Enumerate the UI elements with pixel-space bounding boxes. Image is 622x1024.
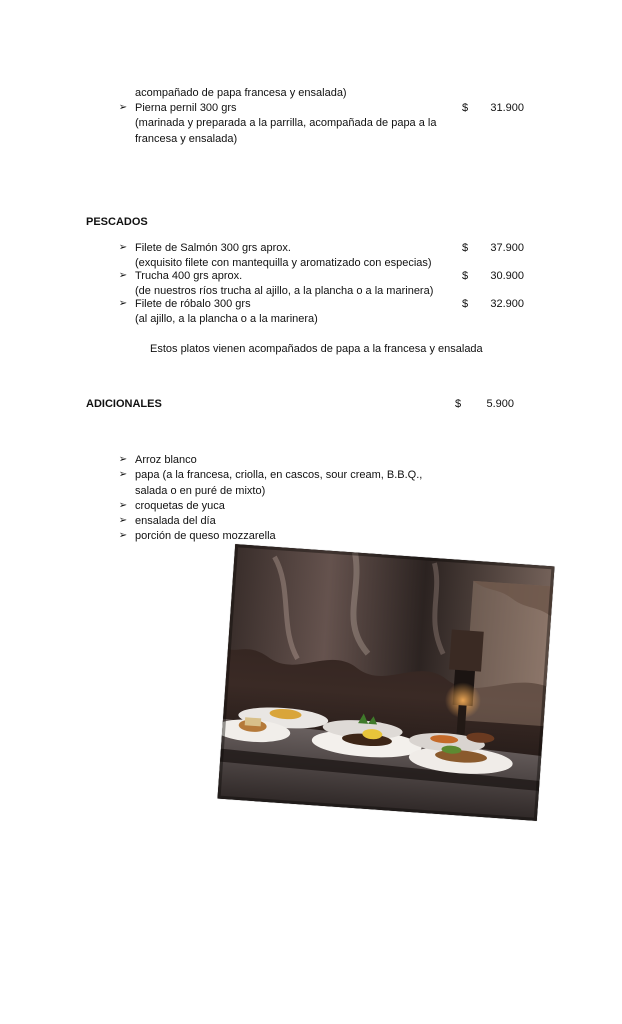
carryover-description: acompañado de papa francesa y ensalada)	[135, 87, 347, 99]
menu-item-name: Filete de róbalo 300 grs	[135, 298, 251, 310]
menu-item-name: Pierna pernil 300 grs	[135, 102, 237, 114]
currency-symbol: $	[462, 298, 469, 310]
arrowhead-bullet-icon: ➢	[118, 530, 128, 541]
list-item: croquetas de yuca	[135, 500, 225, 512]
currency-symbol: $	[462, 242, 469, 254]
arrowhead-bullet-icon: ➢	[118, 242, 128, 253]
menu-item-description: (al ajillo, a la plancha o a la marinera)	[135, 313, 318, 325]
list-item: Arroz blanco	[135, 454, 197, 466]
menu-item-price: 30.900	[490, 270, 524, 282]
list-item: porción de queso mozzarella	[135, 530, 276, 542]
arrowhead-bullet-icon: ➢	[118, 454, 128, 465]
arrowhead-bullet-icon: ➢	[118, 270, 128, 281]
section-heading-pescados: PESCADOS	[86, 216, 148, 228]
section-note: Estos platos vienen acompañados de papa a la francesa y ensalada	[150, 343, 483, 355]
menu-item-name: Filete de Salmón 300 grs aprox.	[135, 242, 291, 254]
section-heading-adicionales: ADICIONALES	[86, 398, 162, 410]
menu-item-price: 32.900	[490, 298, 524, 310]
menu-item-description: (exquisito filete con mantequilla y aromatizado con especias)	[135, 257, 432, 269]
menu-item-description: (de nuestros ríos trucha al ajillo, a la plancha o a la marinera)	[135, 285, 434, 297]
section-price: 5.900	[486, 398, 514, 410]
currency-symbol: $	[455, 398, 462, 410]
arrowhead-bullet-icon: ➢	[118, 500, 128, 511]
list-item: ensalada del día	[135, 515, 216, 527]
currency-symbol: $	[462, 270, 469, 282]
arrowhead-bullet-icon: ➢	[118, 298, 128, 309]
currency-symbol: $	[462, 102, 469, 114]
menu-item-price: 37.900	[490, 242, 524, 254]
menu-item-description: francesa y ensalada)	[135, 133, 238, 145]
list-item: papa (a la francesa, criolla, en cascos, sour cream, B.B.Q.,	[135, 469, 423, 481]
arrowhead-bullet-icon: ➢	[118, 102, 128, 113]
restaurant-dishes-photo	[217, 544, 554, 821]
menu-item-name: Trucha 400 grs aprox.	[135, 270, 243, 282]
arrowhead-bullet-icon: ➢	[118, 515, 128, 526]
list-item-continued: salada o en puré de mixto)	[135, 485, 266, 497]
arrowhead-bullet-icon: ➢	[118, 469, 128, 480]
menu-item-description: (marinada y preparada a la parrilla, acompañada de papa a la	[135, 117, 437, 129]
menu-item-price: 31.900	[490, 102, 524, 114]
